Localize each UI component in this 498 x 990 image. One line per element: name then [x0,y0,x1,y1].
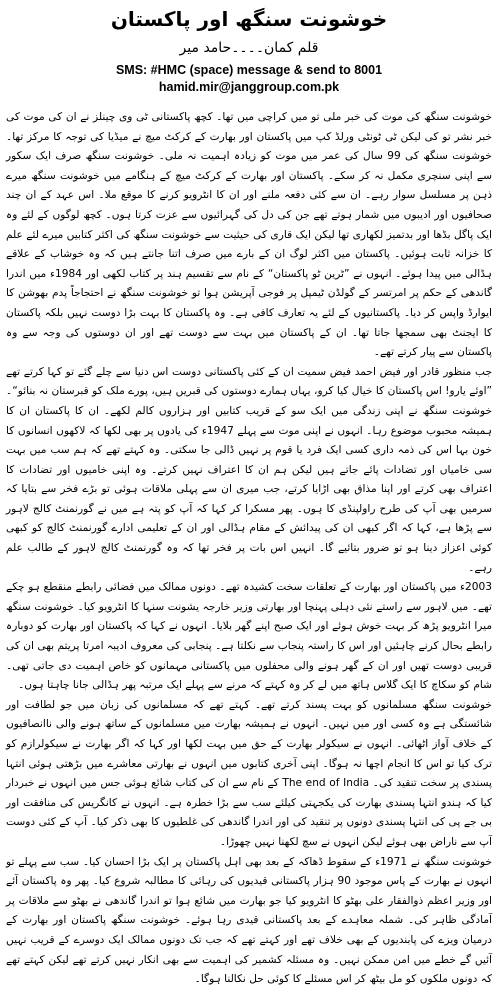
author-email: hamid.mir@janggroup.com.pk [158,80,340,94]
article-paragraph-4: خوشونت سنگھ مسلمانوں کو بہت پسند کرتے تھے۔ کہتے تھے کہ مسلمانوں کی زبان میں جو لطافت اور شائستگی ہے وہ کسی اور میں نہیں۔ انہوں نے ہمیشہ بھارت میں مسلمانوں کے ساتھ ہونے والی ناانصافیوں کے خلاف آواز اٹھائی۔ انہوں نے سیکولر بھارت کے حق میں بہت لکھا اور کہا کہ اگر بھارت نے سیکولرازم کو ترک کیا تو اس کا انجام اچھا نہ ہوگا۔ اپنی آخری کتابوں میں انہوں نے بھارتی معاشرے میں بڑھتی ہوئی انتہا پسندی پر سخت تنقید کی۔ The end of India کے نام سے ان کی کتاب شائع ہوئی جس میں انہوں نے خبردار کیا کہ ہندو انتہا پسندی بھارت کی یکجہتی کیلئے سب سے بڑا خطرہ ہے۔ انہوں نے کانگریس کی منافقت اور بی جے پی کی انتہا پسندی دونوں پر تنقید کی اور اندرا گاندھی کی غلطیوں کا بھی ذکر کیا۔ آپ کے کئی دوست آپ سے ناراض بھی ہوئے لیکن انہوں نے سچ لکھنا نہیں چھوڑا۔ [6,698,492,848]
article-paragraph-5: خوشونت سنگھ نے 1971ء کے سقوط ڈھاکہ کے بعد بھی اہل پاکستان پر ایک بڑا احسان کیا۔ سب سے پہلے تو انہوں نے بھارت کے پاس موجود 90 ہزار پاکستانی قیدیوں کی رہائی کا مطالبہ شروع کیا۔ پھر وہ پاکستان آئے اور وزیر اعظم ذوالفقار علی بھٹو کا انٹرویو کیا جو بھارت میں شائع ہوا تو اندرا گاندھی نے بھٹو سے ملاقات پر آمادگی ظاہر کی۔ شملہ معاہدے کے بعد پاکستانی قیدی رہا ہوئے۔ خوشونت سنگھ پاکستان اور بھارت کے درمیان ویزے کی پابندیوں کے بھی خلاف تھے اور کہتے تھے کہ جب تک دونوں ممالک ایک دوسرے کے قریب نہیں آئیں گے خطے میں امن ممکن نہیں۔ وہ مسئلہ کشمیر کی اہمیت سے بھی انکار نہیں کرتے تھے لیکن کہتے تھے کہ دونوں ملکوں کو مل بیٹھ کر اس مسئلے کا کوئی حل نکالنا ہوگا۔ [6,855,493,986]
sms-instruction: SMS: #HMC (space) message & send to 8001 [115,63,383,77]
article-paragraph-2: جب منظور قادر اور فیض احمد فیض سمیت ان کے کئی پاکستانی دوست اس دنیا سے چلے گئے تو کہا کرتے تھے ”اوئے یارو! اس پاکستان کا خیال کیا کرو، یہاں ہمارے دوستوں کی قبریں ہیں، پورے ملک کو قبرستان نہ بنائو“۔ خوشونت سنگھ نے اپنی زندگی میں ایک سو کے قریب کتابیں اور ہزاروں کالم لکھے۔ ان کا پاکستان ان کا ہمیشہ محبوب موضوع رہا۔ انہوں نے اپنی موت سے پہلے 1947ء کی یادوں پر بھی لکھا کہ لاکھوں انسانوں کا خون بہا اس کی ذمہ داری کسی ایک فرد یا قوم پر نہیں ڈالی جا سکتی۔ وہ کہتے تھے کہ ہم سب میں بہت سی خامیاں اور تضادات پائے جاتے ہیں لیکن ہم ان کا اعتراف نہیں کرتے۔ وہ اپنی خامیوں اور تضادات کا اعتراف بھی کرتے اور اپنا مذاق بھی اڑایا کرتے، جب میری ان سے پہلی ملاقات ہوئی تو بڑے فخر سے بتایا کہ سرمیں بھی آپ کی طرح راولپنڈی کا ہوں۔ پھر مسکرا کر کہا کہ آپ کو پتہ ہے میں نے گورنمنٹ کالج لاہور سے پڑھا ہے، کہا کہ اگر کبھی ان کی پیدائش کے مقام ہڈالی اور ان کے تعلیمی ادارے گورنمنٹ کالج کو کبھی کوئی اعزاز دینا ہو تو ضرور بتائیے گا۔ انہیں اس بات پر فخر تھا کہ وہ گورنمنٹ کالج لاہور کے طالب علم رہے۔ [6,365,493,574]
article-header [0,0,498,96]
article-paragraph-1: خوشونت سنگھ کی موت کی خبر ملی تو میں کراچی میں تھا۔ کچھ پاکستانی ٹی وی چینلز نے ان کی موت کی خبر نشر تو کی لیکن ٹی ٹونٹی ورلڈ کپ میں پاکستان اور بھارت کے کرکٹ میچ نے میڈیا کی توجہ کا مرکز تھا۔ خوشونت سنگھ کی 99 سال کی عمر میں موت کو زیادہ اہمیت نہ ملی۔ خوشونت سنگھ صرف ایک سکور سے اپنی سنچری مکمل نہ کر سکے۔ پاکستان اور بھارت کے کرکٹ میچ کے ہنگامے میں خوشونت سنگھ میرے ذہن پر مسلسل سوار رہے۔ ان سے کئی دفعہ ملنے اور ان کا انٹرویو کرنے کا موقع ملا۔ اس عہد کے ان چند صحافیوں اور ادیبوں میں شمار ہوتے تھے جن کی دل کی گہرائیوں سے عزت کرتا ہوں۔ کچھ لوگوں کے لئے وہ ایک پاگل بڈھا اور بدتمیز لکھاری تھا لیکن ایک قاری کی حیثیت سے خوشونت سنگھ کی اکثر کتابیں میرے لئے علم کا خزانہ ثابت ہوئیں۔ پاکستان میں اکثر لوگ ان کے بارے میں صرف اتنا جانتے ہیں کہ وہ خوشاب کے علاقے ہڈالی میں پیدا ہوئے۔ انہوں نے ”ٹرین ٹو پاکستان“ کے نام سے تقسیم ہند پر کتاب لکھی اور 1984ء میں اندرا گاندھی کے حکم پر امرتسر کے گولڈن ٹیمپل پر فوجی آپریشن ہوا تو خوشونت سنگھ نے احتجاجاً پدم بھوشن کا ایوارڈ واپس کر دیا۔ پاکستانیوں کے لئے یہ تعارف کافی ہے۔ وہ پاکستان کا بہت بڑا دوست نہیں بلکہ پاکستان کا ایجنٹ بھی سمجھا جاتا تھا۔ ان کے پاکستان میں بہت سے دوست تھے اور ان دوستوں کی وجہ سے وہ پاکستان سے پیار کرتے تھے۔ [6,111,492,359]
article-paragraph-3: 2003ء میں پاکستان اور بھارت کے تعلقات سخت کشیدہ تھے۔ دونوں ممالک میں فضائی رابطے منقطع ہو چکے تھے۔ میں لاہور سے راستے نئی دہلی پہنچا اور بھارتی وزیر خارجہ یشونت سنہا کا انٹرویو کیا۔ خوشونت سنگھ میرا انٹرویو پڑھ کر بہت خوش ہوئے اور ایک صبح اپنے گھر بلایا۔ انہوں نے کہا کہ پاکستان اور بھارت کو دوبارہ رابطے بحال کرنے چاہئیں اور اس کا راستہ پنجاب سے نکلتا ہے۔ پنجابی کی معروف ادیبہ امرتا پریتم بھی ان کی قریبی دوست تھیں اور ان کے گھر ہونے والی محفلوں میں پاکستانی مہمانوں کو خاص اہمیت دی جاتی تھی۔ شام کو سکاچ کا ایک گلاس ہاتھ میں لے کر وہ کہتے کہ مرنے سے پہلے ایک مرتبہ پھر ہڈالی جانا چاہتا ہوں۔ [6,581,492,692]
article-body [6,108,493,986]
article-headline: خوشونت سنگھ اور پاکستان [110,7,388,31]
column-byline: قلم کمان۔۔۔۔حامد میر [179,40,319,56]
